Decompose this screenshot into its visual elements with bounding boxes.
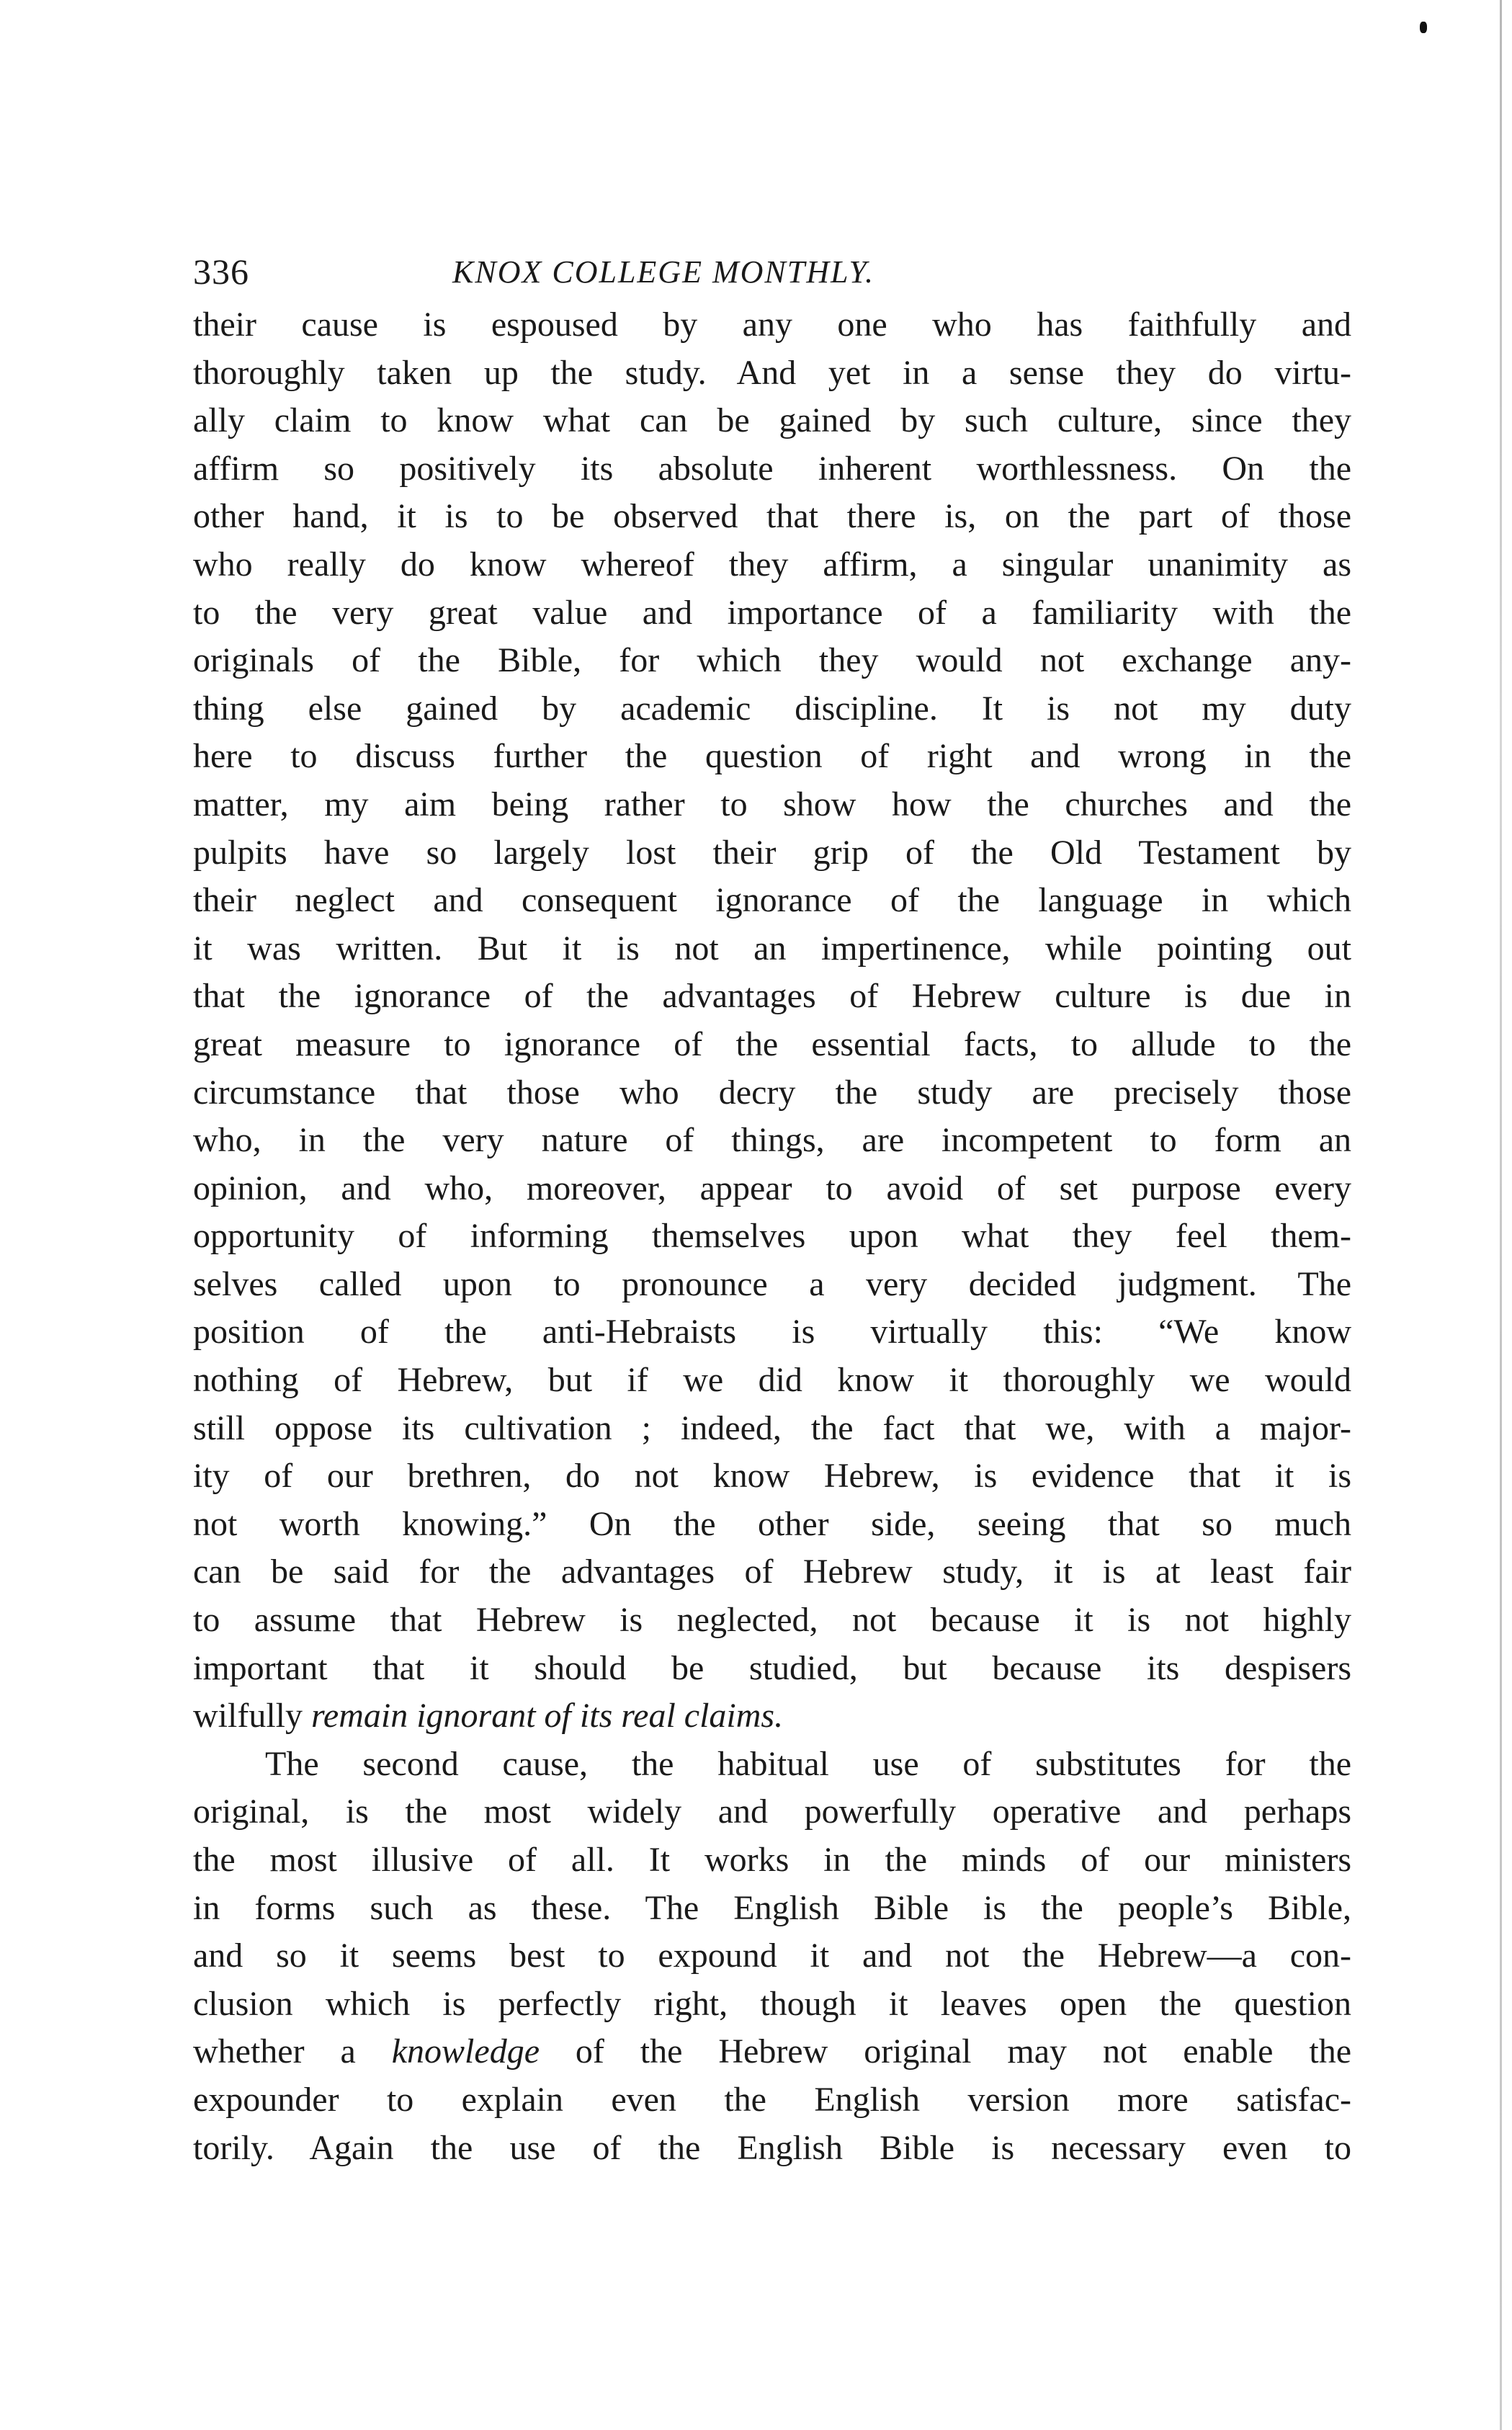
text-line: who, in the very nature of things, are incompetent to form an [193,1121,1351,1160]
text-line: nothing of Hebrew, but if we did know it thoroughly we would [193,1361,1351,1400]
text-line: opportunity of informing themselves upon what they feel them- [193,1217,1351,1256]
text-line: the most illusive of all. It works in the minds of our ministers [193,1841,1351,1879]
text-span: of the Hebrew original may not enable the [540,2032,1351,2071]
text-line: other hand, it is to be observed that there is, on the part of those [193,497,1351,536]
text-line: it was written. But it is not an impertinence, while pointing out [193,929,1351,968]
text-line: not worth knowing.” On the other side, seeing that so much [193,1504,1351,1543]
text-line: who really do know whereof they affirm, a singular unanimity as [193,545,1351,584]
text-line: ally claim to know what can be gained by such culture, since they [193,401,1351,440]
paragraph-2 [193,1741,1351,2172]
text-line: to the very great value and importance of a familiarity with the [193,593,1351,632]
text-line: here to discuss further the question of right and wrong in the [193,737,1351,776]
text-line: important that it should be studied, but because its despisers [193,1648,1351,1687]
text-line: originals of the Bible, for which they would not exchange any- [193,641,1351,680]
ink-speck [1420,22,1427,33]
text-line: expounder to explain even the English version more satisfac- [193,2080,1351,2119]
text-line-with-italic [193,2028,1351,2076]
text-line: their neglect and consequent ignorance of the language in which [193,881,1351,920]
text-line: selves called upon to pronounce a very decided judgment. The [193,1264,1351,1303]
text-line: affirm so positively its absolute inherent worthlessness. On the [193,449,1351,488]
text-line-last [193,1692,1351,1741]
text-line: clusion which is perfectly right, though it leaves open the question [193,1984,1351,2023]
text-line: pulpits have so largely lost their grip of the Old Testament by [193,833,1351,872]
text-line: and so it seems best to expound it and not the Hebrew—a con- [193,1937,1351,1975]
text-line: position of the anti-Hebraists is virtually this: “We know [193,1313,1351,1352]
text-line: original, is the most widely and powerfully operative and perhaps [193,1792,1351,1831]
text-line: still oppose its cultivation ; indeed, the fact that we, with a major- [193,1408,1351,1447]
italic-text: remain ignorant of its real claims. [311,1697,784,1736]
text-line: in forms such as these. The English Bible is the people’s Bible, [193,1888,1351,1927]
page-header [193,251,1353,301]
text-line: that the ignorance of the advantages of Hebrew culture is due in [193,977,1351,1016]
text-line: thing else gained by academic discipline. It is not my duty [193,689,1351,728]
text-line: their cause is espoused by any one who has faithfully and [193,305,1351,344]
text-line: ity of our brethren, do not know Hebrew, is evidence that it is [193,1457,1351,1496]
text-line: to assume that Hebrew is neglected, not because it is not highly [193,1601,1351,1640]
body-text [193,301,1351,2172]
running-title: KNOX COLLEGE MONTHLY. [452,254,874,290]
text-line: matter, my aim being rather to show how the churches and the [193,785,1351,823]
text-line: great measure to ignorance of the essential facts, to allude to the [193,1024,1351,1063]
scan-edge [1500,0,1502,2430]
text-line: can be said for the advantages of Hebrew study, it is at least fair [193,1553,1351,1591]
text-line: circumstance that those who decry the study are precisely those [193,1073,1351,1112]
text-span: whether a [193,2032,392,2071]
text-line: opinion, and who, moreover, appear to avoid of set purpose every [193,1169,1351,1207]
page-number: 336 [193,251,249,292]
text-span: wilfully [193,1697,311,1736]
paragraph-1 [193,301,1351,1741]
text-line: torily. Again the use of the English Bible is necessary even to [193,2128,1351,2167]
text-line: thoroughly taken up the study. And yet in a sense they do virtu- [193,353,1351,392]
text-line-indented: The second cause, the habitual use of substitutes for the [265,1744,1351,1783]
italic-word: knowledge [391,2032,540,2071]
